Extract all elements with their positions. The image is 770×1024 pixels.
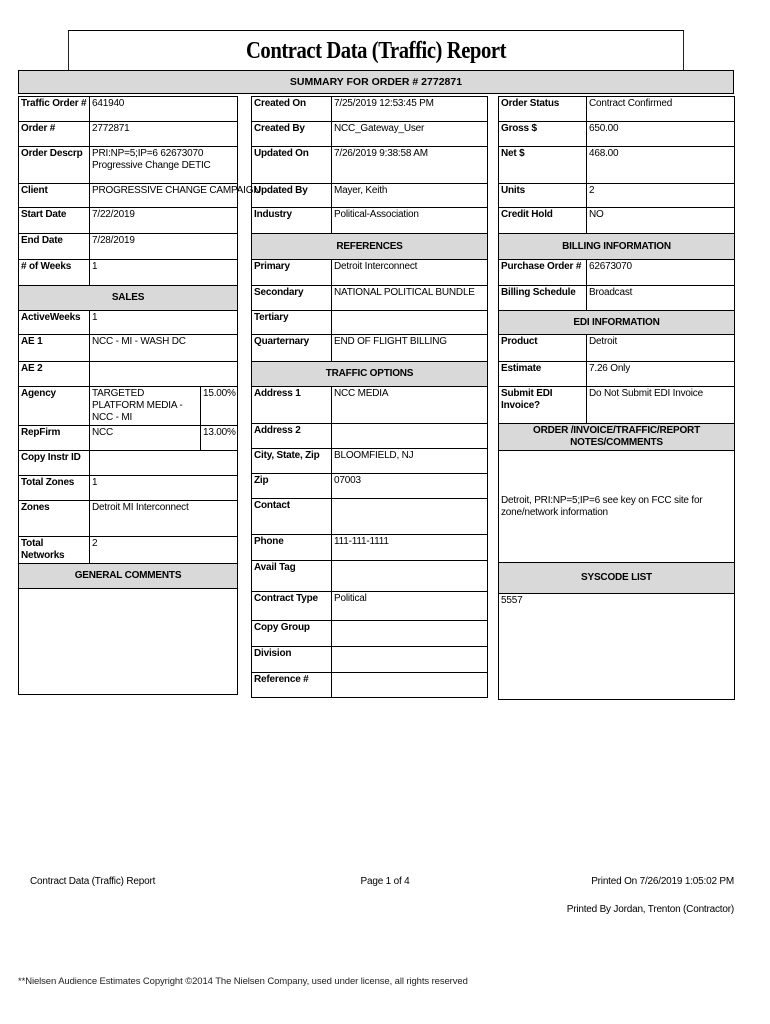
submit-edi-value: Do Not Submit EDI Invoice xyxy=(587,387,735,424)
po-label: Purchase Order # xyxy=(499,260,587,286)
order-status-value: Contract Confirmed xyxy=(587,97,735,122)
order-descrp-value: PRI:NP=5;IP=6 62673070 Progressive Change DETIC xyxy=(90,147,238,184)
traffic-order-label: Traffic Order # xyxy=(19,97,90,122)
weeks-value: 1 xyxy=(90,260,238,286)
units-label: Units xyxy=(499,184,587,208)
notes-value: Detroit, PRI:NP=5;IP=6 see key on FCC site for zone/network information xyxy=(499,451,735,563)
quarternary-label: Quarternary xyxy=(252,335,332,362)
tertiary-label: Tertiary xyxy=(252,311,332,335)
contract-type-value: Political xyxy=(332,592,488,621)
client-value: PROGRESSIVE CHANGE CAMPAIGN xyxy=(90,184,238,208)
sales-header: SALES xyxy=(19,286,238,311)
footer-page-number: Page 1 of 4 xyxy=(360,876,410,887)
start-date-label: Start Date xyxy=(19,208,90,234)
estimate-label: Estimate xyxy=(499,362,587,387)
traffic-order-value: 641940 xyxy=(90,97,238,122)
billing-schedule-label: Billing Schedule xyxy=(499,286,587,311)
submit-edi-label: Submit EDI Invoice? xyxy=(499,387,587,424)
repfirm-value: NCC xyxy=(90,426,201,451)
copy-instr-value xyxy=(90,451,238,476)
agency-value: TARGETED PLATFORM MEDIA - NCC - MI xyxy=(90,387,201,426)
city-label: City, State, Zip xyxy=(252,449,332,474)
product-value: Detroit xyxy=(587,335,735,362)
phone-label: Phone xyxy=(252,535,332,561)
phone-value: 111-111-1111 xyxy=(332,535,488,561)
secondary-label: Secondary xyxy=(252,286,332,311)
ae2-value xyxy=(90,362,238,387)
estimate-value: 7.26 Only xyxy=(587,362,735,387)
end-date-label: End Date xyxy=(19,234,90,260)
updated-on-label: Updated On xyxy=(252,147,332,184)
copyright-notice: **Nielsen Audience Estimates Copyright ©2014 The Nielsen Company, used under license, all rights reserved xyxy=(18,976,468,987)
billing-header: BILLING INFORMATION xyxy=(499,234,735,260)
created-by-value: NCC_Gateway_User xyxy=(332,122,488,147)
order-value: 2772871 xyxy=(90,122,238,147)
contact-value xyxy=(332,499,488,535)
division-value xyxy=(332,647,488,673)
client-label: Client xyxy=(19,184,90,208)
general-comments-box xyxy=(19,589,238,695)
copy-group-label: Copy Group xyxy=(252,621,332,647)
address2-label: Address 2 xyxy=(252,424,332,449)
ae1-value: NCC - MI - WASH DC xyxy=(90,335,238,362)
units-value: 2 xyxy=(587,184,735,208)
active-weeks-value: 1 xyxy=(90,311,238,335)
general-comments-header: GENERAL COMMENTS xyxy=(19,564,238,589)
industry-label: Industry xyxy=(252,208,332,234)
zones-value: Detroit MI Interconnect xyxy=(90,501,238,537)
footer-printed-by: Printed By Jordan, Trenton (Contractor) xyxy=(566,904,734,915)
contact-label: Contact xyxy=(252,499,332,535)
end-date-value: 7/28/2019 xyxy=(90,234,238,260)
gross-value: 650.00 xyxy=(587,122,735,147)
total-networks-value: 2 xyxy=(90,537,238,564)
order-status-label: Order Status xyxy=(499,97,587,122)
address2-value xyxy=(332,424,488,449)
middle-column xyxy=(251,96,488,698)
footer-printed-on: Printed On 7/26/2019 1:05:02 PM xyxy=(591,876,734,887)
order-label: Order # xyxy=(19,122,90,147)
updated-on-value: 7/26/2019 9:38:58 AM xyxy=(332,147,488,184)
repfirm-label: RepFirm xyxy=(19,426,90,451)
repfirm-pct: 13.00% xyxy=(201,426,238,451)
updated-by-label: Updated By xyxy=(252,184,332,208)
gross-label: Gross $ xyxy=(499,122,587,147)
right-column xyxy=(498,96,735,700)
primary-value: Detroit Interconnect xyxy=(332,260,488,286)
created-by-label: Created By xyxy=(252,122,332,147)
copy-instr-label: Copy Instr ID xyxy=(19,451,90,476)
report-title: Contract Data (Traffic) Report xyxy=(68,30,684,70)
start-date-value: 7/22/2019 xyxy=(90,208,238,234)
zip-value: 07003 xyxy=(332,474,488,499)
total-zones-label: Total Zones xyxy=(19,476,90,501)
contract-type-label: Contract Type xyxy=(252,592,332,621)
zip-label: Zip xyxy=(252,474,332,499)
total-zones-value: 1 xyxy=(90,476,238,501)
avail-tag-label: Avail Tag xyxy=(252,561,332,592)
net-label: Net $ xyxy=(499,147,587,184)
zones-label: Zones xyxy=(19,501,90,537)
syscode-header: SYSCODE LIST xyxy=(499,563,735,594)
left-column xyxy=(18,96,261,695)
syscode-value: 5557 xyxy=(499,594,735,700)
secondary-value: NATIONAL POLITICAL BUNDLE xyxy=(332,286,488,311)
ae1-label: AE 1 xyxy=(19,335,90,362)
created-on-label: Created On xyxy=(252,97,332,122)
references-header: REFERENCES xyxy=(252,234,488,260)
footer-report-name: Contract Data (Traffic) Report xyxy=(30,876,156,887)
division-label: Division xyxy=(252,647,332,673)
address1-value: NCC MEDIA xyxy=(332,387,488,424)
billing-schedule-value: Broadcast xyxy=(587,286,735,311)
credit-hold-value: NO xyxy=(587,208,735,234)
ae2-label: AE 2 xyxy=(19,362,90,387)
city-value: BLOOMFIELD, NJ xyxy=(332,449,488,474)
agency-label: Agency xyxy=(19,387,90,426)
net-value: 468.00 xyxy=(587,147,735,184)
address1-label: Address 1 xyxy=(252,387,332,424)
edi-header: EDI INFORMATION xyxy=(499,311,735,335)
summary-header: SUMMARY FOR ORDER # 2772871 xyxy=(18,70,734,94)
avail-tag-value xyxy=(332,561,488,592)
primary-label: Primary xyxy=(252,260,332,286)
notes-header: ORDER /INVOICE/TRAFFIC/REPORT NOTES/COMMENTS xyxy=(499,424,735,451)
po-value: 62673070 xyxy=(587,260,735,286)
industry-value: Political-Association xyxy=(332,208,488,234)
active-weeks-label: ActiveWeeks xyxy=(19,311,90,335)
reference-label: Reference # xyxy=(252,673,332,698)
traffic-options-header: TRAFFIC OPTIONS xyxy=(252,362,488,387)
tertiary-value xyxy=(332,311,488,335)
weeks-label: # of Weeks xyxy=(19,260,90,286)
updated-by-value: Mayer, Keith xyxy=(332,184,488,208)
copy-group-value xyxy=(332,621,488,647)
reference-value xyxy=(332,673,488,698)
quarternary-value: END OF FLIGHT BILLING xyxy=(332,335,488,362)
credit-hold-label: Credit Hold xyxy=(499,208,587,234)
created-on-value: 7/25/2019 12:53:45 PM xyxy=(332,97,488,122)
agency-pct: 15.00% xyxy=(201,387,238,426)
total-networks-label: Total Networks xyxy=(19,537,90,564)
order-descrp-label: Order Descrp xyxy=(19,147,90,184)
product-label: Product xyxy=(499,335,587,362)
